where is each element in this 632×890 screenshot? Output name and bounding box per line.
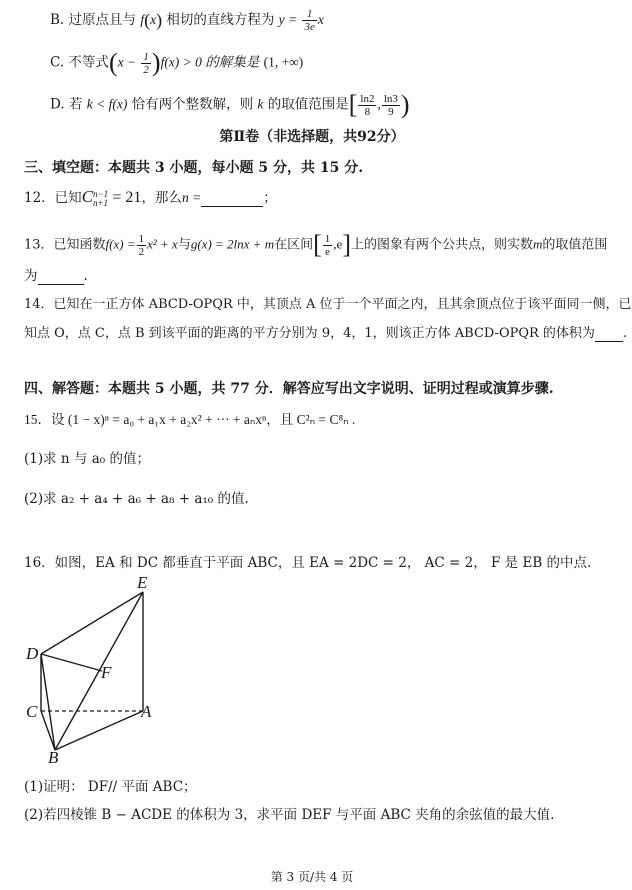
question-16-part2: (2)若四棱锥 B − ACDE 的体积为 3，求平面 DEF 与平面 ABC 夹角的余弦值的最大值. bbox=[24, 807, 555, 823]
edge-db bbox=[41, 654, 55, 750]
label-d: D bbox=[26, 644, 39, 663]
edge-be bbox=[55, 592, 143, 750]
fraction: $\frac{1}{2}$ bbox=[143, 50, 149, 76]
option-b: B. 过原点且与 f(x) 相切的直线方程为 y = $\frac{1}{3e}$ x bbox=[50, 8, 324, 33]
label-b: B bbox=[48, 748, 59, 767]
answer-blank bbox=[201, 190, 263, 207]
question-15-part1: (1)求 n 与 a₀ 的值； bbox=[24, 451, 150, 467]
label-c: C bbox=[26, 702, 38, 721]
question-13: 13．已知函数f(x) = $\frac{1}{2}$ x² + x与g(x) = 2lnx + m在区间[ $\frac{1}{e}$ ,e]上的图象有两个公共点，则实数m的取值范围 bbox=[24, 230, 608, 259]
question-14-line2: 知点 O，点 C，点 B 到该平面的距离的平方分别为 9，4，1，则该正方体 ABCD-OPQR 的体积为 . bbox=[24, 326, 628, 341]
answer-blank bbox=[38, 268, 84, 285]
question-16-part1: (1)证明： DF// 平面 ABC； bbox=[24, 779, 197, 795]
label-a: A bbox=[141, 702, 152, 721]
question-15: 15．设 (1 − x)ⁿ = a₀ + a₁x + a₂x² + ··· + aₙxⁿ，且 C²ₙ = C⁸ₙ . bbox=[24, 412, 356, 427]
section4-title: 四、解答题：本题共 5 小题，共 77 分．解答应写出文字说明、证明过程或演算步骤. bbox=[24, 381, 554, 397]
question-13-line2: 为 . bbox=[24, 268, 88, 284]
label-e: E bbox=[137, 573, 148, 592]
fraction: $\frac{1}{3e}$ bbox=[304, 8, 315, 33]
page-footer: 第 3 页/共 4 页 bbox=[270, 870, 354, 884]
question-12: 12．已知C n−1 n+1 = 21，那么n = ； bbox=[24, 187, 277, 208]
question-15-part2: (2)求 a₂ + a₄ + a₆ + a₈ + a₁₀ 的值. bbox=[24, 491, 249, 507]
question-14-line1: 14．已知在一正方体 ABCD-OPQR 中，其顶点 A 位于一个平面之内，且其余顶点位于该平面同一侧，已 bbox=[24, 297, 632, 312]
edge-de bbox=[41, 592, 143, 654]
fraction: $\frac{\ln 3}{9}$ bbox=[383, 92, 398, 118]
label-f: F bbox=[101, 663, 112, 682]
geometry-figure bbox=[20, 570, 180, 770]
fraction: $\frac{1}{2}$ bbox=[138, 232, 145, 258]
option-c: C. 不等式(x − $\frac{1}{2}$ )f(x) > 0 的解集是 (1, +∞) bbox=[50, 48, 304, 77]
section3-title: 三、填空题：本题共 3 小题，每小题 5 分，共 15 分. bbox=[24, 160, 364, 176]
edge-ba bbox=[55, 711, 143, 750]
answer-blank bbox=[595, 326, 623, 342]
option-d: D. 若 k < f(x) 恰有两个整数解，则 k 的取值范围是[ $\frac{\ln 2}{8}$ , $\frac{\ln 3}{9}$ ) bbox=[50, 90, 410, 119]
part2-title: 第Ⅱ卷（非选择题，共92分） bbox=[219, 129, 405, 145]
fraction: $\frac{\ln 2}{8}$ bbox=[360, 92, 375, 118]
fraction: $\frac{1}{e}$ bbox=[324, 232, 331, 258]
edge-cb bbox=[41, 711, 55, 750]
edge-df bbox=[41, 654, 102, 671]
question-16: 16．如图，EA 和 DC 都垂直于平面 ABC，且 EA = 2DC = 2， AC = 2， F 是 EB 的中点. bbox=[24, 555, 592, 571]
